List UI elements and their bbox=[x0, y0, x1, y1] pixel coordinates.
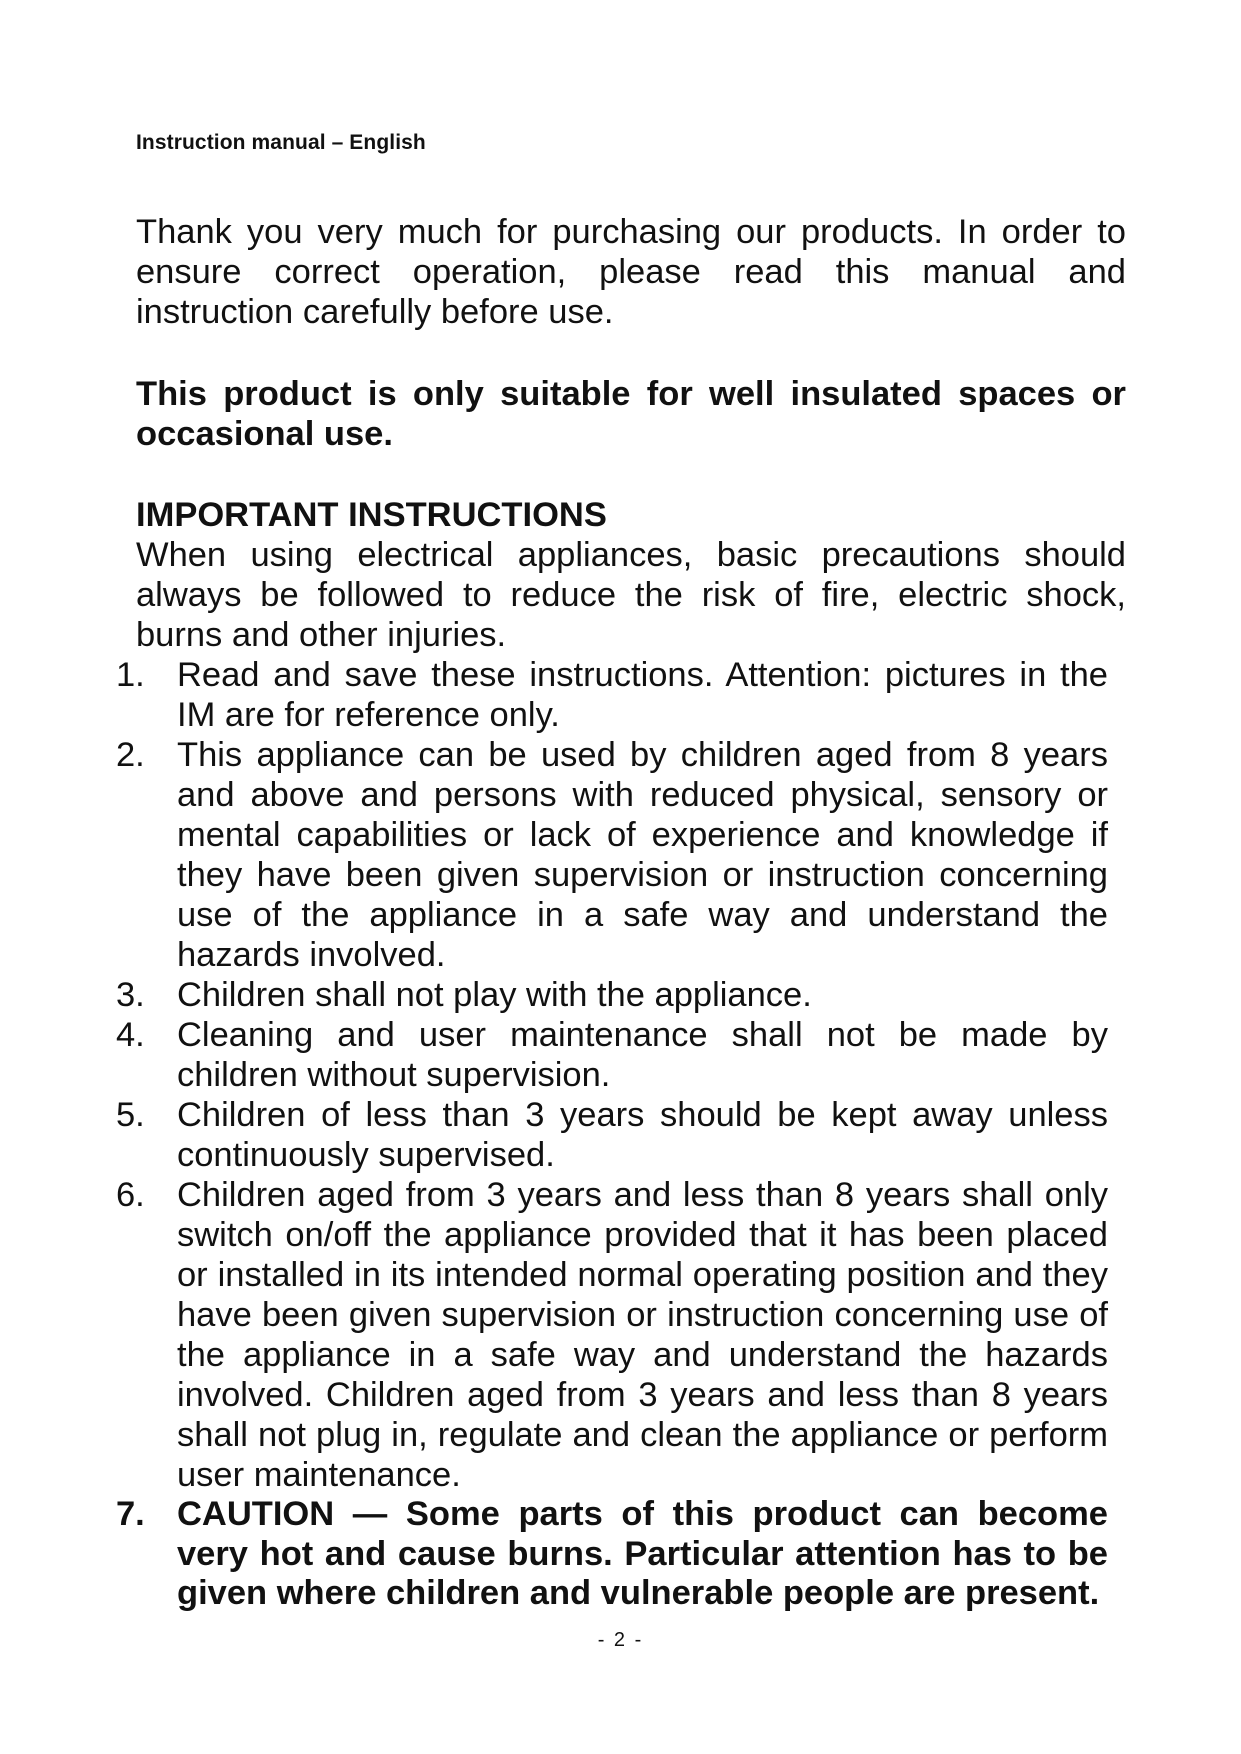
instruction-number: 4. bbox=[116, 1016, 145, 1054]
instruction-text: Children of less than 3 years should be kept away unless continuously supervised. bbox=[177, 1096, 1108, 1174]
instruction-item bbox=[116, 1015, 1108, 1095]
important-instructions-heading: IMPORTANT INSTRUCTIONS bbox=[136, 496, 607, 534]
caution-text: CAUTION — Some parts of this product can become very hot and cause burns. Particular attention has to be given where children and vulnerable people are present. bbox=[177, 1495, 1108, 1612]
instruction-text: Cleaning and user maintenance shall not be made by children without supervision. bbox=[177, 1016, 1108, 1094]
instruction-number: 7. bbox=[116, 1495, 145, 1533]
instruction-text: Children shall not play with the appliance. bbox=[177, 976, 812, 1014]
instruction-item bbox=[116, 1095, 1108, 1175]
instruction-number: 2. bbox=[116, 736, 145, 774]
page-number: - 2 - bbox=[597, 1629, 644, 1651]
precaution-paragraph: When using electrical appliances, basic precautions should always be followed to reduce the risk of fire, electric shock, burns and other injuries. bbox=[136, 536, 1126, 654]
instructions-list bbox=[116, 655, 1108, 1614]
instruction-number: 6. bbox=[116, 1176, 145, 1214]
instruction-text: This appliance can be used by children aged from 8 years and above and persons with reduced physical, sensory or mental capabilities or lack of experience and knowledge if they have been given supervision or instruction concerning use of the appliance in a safe way and understand the hazards involved. bbox=[177, 736, 1108, 974]
instruction-item bbox=[116, 655, 1108, 735]
instruction-item bbox=[116, 1175, 1108, 1495]
caution-item bbox=[116, 1495, 1108, 1614]
instruction-text: Read and save these instructions. Attention: pictures in the IM are for reference only. bbox=[177, 656, 1108, 734]
page-header-title: Instruction manual – English bbox=[136, 131, 426, 154]
instruction-number: 1. bbox=[116, 656, 145, 694]
instruction-text: Children aged from 3 years and less than 8 years shall only switch on/off the appliance provided that it has been placed or installed in its intended normal operating position and they have been given supervision or instruction concerning use of the appliance in a safe way and understand the hazards involved. Children aged from 3 years and less than 8 years shall not plug in, regulate and clean the appliance or perform user maintenance. bbox=[177, 1176, 1108, 1494]
instruction-item bbox=[116, 735, 1108, 975]
instruction-number: 5. bbox=[116, 1096, 145, 1134]
suitability-notice: This product is only suitable for well insulated spaces or occasional use. bbox=[136, 375, 1126, 453]
instruction-item bbox=[116, 975, 1108, 1015]
intro-paragraph: Thank you very much for purchasing our products. In order to ensure correct operation, please read this manual and instruction carefully before use. bbox=[136, 213, 1126, 331]
instruction-number: 3. bbox=[116, 976, 145, 1014]
